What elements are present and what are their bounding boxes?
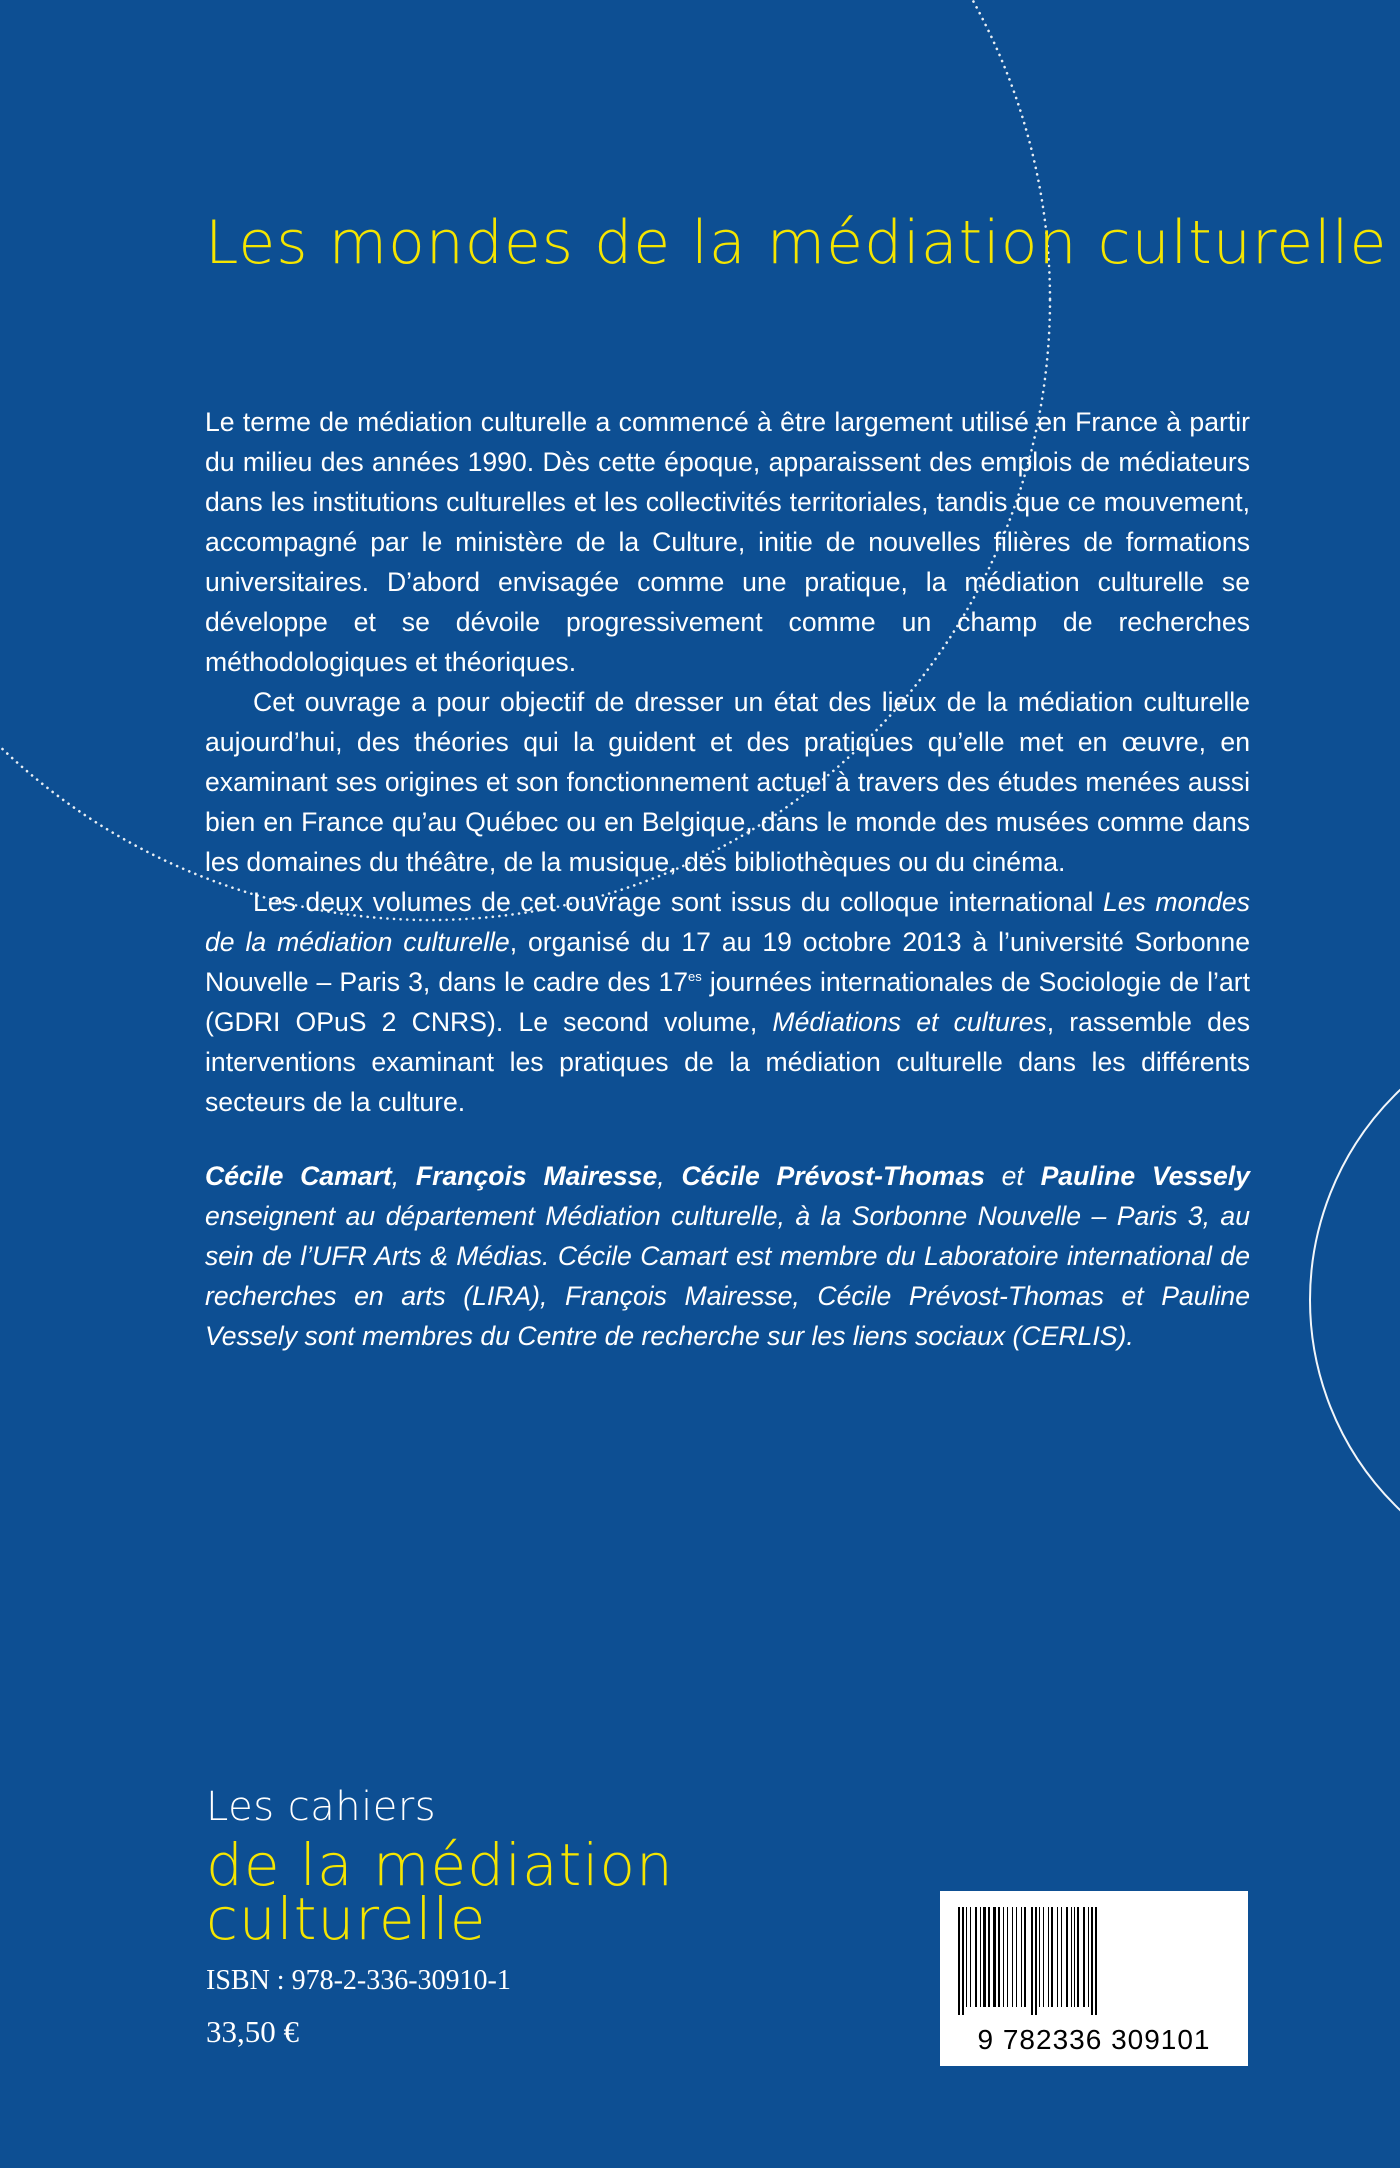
back-cover-text bbox=[205, 402, 1250, 1356]
authors-bio bbox=[205, 1156, 1250, 1356]
barcode-bar bbox=[1071, 1907, 1072, 2007]
barcode-bar bbox=[1057, 1907, 1058, 2007]
separator: et bbox=[984, 1161, 1041, 1191]
authors-description: enseignent au département Médiation culturelle, à la Sorbonne Nouvelle – Paris 3, au sein de l’UFR Arts & Médias. Cécile Camart est membre du Laboratoire international de recherches en arts (LIRA), François Mairesse, Cécile Prévost-Thomas et Pauline Vessely sont membres du Centre de recherche sur les liens sociaux (CERLIS). bbox=[205, 1201, 1250, 1351]
price: 33,50 € bbox=[206, 2014, 299, 2049]
barcode-bar bbox=[962, 1907, 964, 2015]
barcode-bar bbox=[958, 1907, 960, 2015]
paragraph-objective: Cet ouvrage a pour objectif de dresser un état des lieux de la médiation culturelle aujourd’hui, des théories qui la guident et des pratiques qu’elle met en œuvre, en examinant ses origines et son fonctionnement actuel à travers des études menées aussi bien en France qu’au Québec ou en Belgique, dans le monde des musées comme dans les domaines du théâtre, de la musique, des bibliothèques ou du cinéma. bbox=[205, 687, 1250, 877]
barcode-bar bbox=[1074, 1907, 1075, 2007]
paragraph-intro: Le terme de médiation culturelle a commencé à être largement utilisé en France à partir du milieu des années 1990. Dès cette époque, apparaissent des emplois de médiateurs dans les institutions culturelles et les collectivités territoriales, tandis que ce mouvement, accompagné par le ministère de la Culture, initie de nouvelles filières de formations universitaires. D’abord envisagée comme une pratique, la médiation culturelle se développe et se dévoile progressivement comme un champ de recherches méthodologiques et théoriques. bbox=[205, 407, 1250, 677]
text-segment: journées internationales de Sociologie de l’art (GDRI OPuS 2 CNRS). Le second volume, bbox=[205, 967, 1250, 1037]
author-name: Cécile Camart bbox=[205, 1161, 392, 1191]
barcode-bar bbox=[966, 1907, 967, 2007]
text-segment: , organisé du 17 au 19 octobre 2013 à l’université Sorbonne Nouvelle – Paris 3, dans le cadre des 17 bbox=[205, 927, 1250, 997]
barcode-bar bbox=[983, 1907, 986, 2007]
barcode-bar bbox=[998, 1907, 1000, 2007]
barcode-bar bbox=[1088, 1907, 1089, 2007]
barcode-bar bbox=[1035, 1907, 1037, 2015]
series-logo-main bbox=[206, 1831, 674, 1953]
separator: , bbox=[657, 1161, 682, 1191]
series-logo-line1: Les cahiers bbox=[206, 1784, 437, 1830]
barcode-bar bbox=[1083, 1907, 1085, 2007]
barcode-bar bbox=[1039, 1907, 1040, 2007]
barcode-bar bbox=[1077, 1907, 1079, 2007]
barcode-bar bbox=[1066, 1907, 1068, 2007]
barcode-bar bbox=[988, 1907, 990, 2007]
barcode-bar bbox=[1095, 1907, 1097, 2015]
barcode-bar bbox=[1003, 1907, 1004, 2007]
volume-title: Médiations et cultures bbox=[772, 1007, 1047, 1037]
ordinal-superscript: es bbox=[688, 969, 702, 985]
series-logo-line3: culturelle bbox=[206, 1885, 487, 1953]
series-logo-line2: de la médiation bbox=[206, 1831, 674, 1899]
paragraph-volumes bbox=[205, 882, 1250, 1122]
isbn: ISBN : 978-2-336-30910-1 bbox=[206, 1965, 511, 1996]
author-name: François Mairesse bbox=[415, 1161, 658, 1191]
barcode bbox=[940, 1891, 1248, 2066]
barcode-bar bbox=[1012, 1907, 1013, 2007]
barcode-bar bbox=[975, 1907, 977, 2007]
separator: , bbox=[391, 1161, 416, 1191]
barcode-number: 9 782336 309101 bbox=[977, 2024, 1211, 2055]
author-name: Cécile Prévost-Thomas bbox=[681, 1161, 985, 1191]
barcode-bar bbox=[980, 1907, 981, 2007]
barcode-bar bbox=[1048, 1907, 1049, 2007]
barcode-bar bbox=[1021, 1907, 1022, 2007]
barcode-bar bbox=[993, 1907, 996, 2007]
text-segment: , rassemble des interventions examinant les pratiques de la médiation culturelle dans les différents secteurs de la culture. bbox=[205, 1007, 1251, 1117]
barcode-bar bbox=[970, 1907, 971, 2007]
barcode-bar bbox=[1024, 1907, 1026, 2007]
barcode-bar bbox=[1091, 1907, 1093, 2015]
barcode-bars bbox=[952, 1907, 1236, 2015]
barcode-bar bbox=[1007, 1907, 1008, 2007]
barcode-bar bbox=[1061, 1907, 1062, 2007]
text-segment: Les deux volumes de cet ouvrage sont issus du colloque international bbox=[253, 887, 1103, 917]
barcode-bar bbox=[1016, 1907, 1017, 2007]
barcode-bar bbox=[1043, 1907, 1044, 2007]
book-title: Les mondes de la médiation culturelle bbox=[205, 208, 1388, 278]
barcode-bar bbox=[1031, 1907, 1033, 2015]
colloquium-title: Les mondes de la médiation culturelle bbox=[205, 887, 1250, 957]
barcode-bar bbox=[1051, 1907, 1053, 2007]
author-name: Pauline Vessely bbox=[1040, 1161, 1250, 1191]
